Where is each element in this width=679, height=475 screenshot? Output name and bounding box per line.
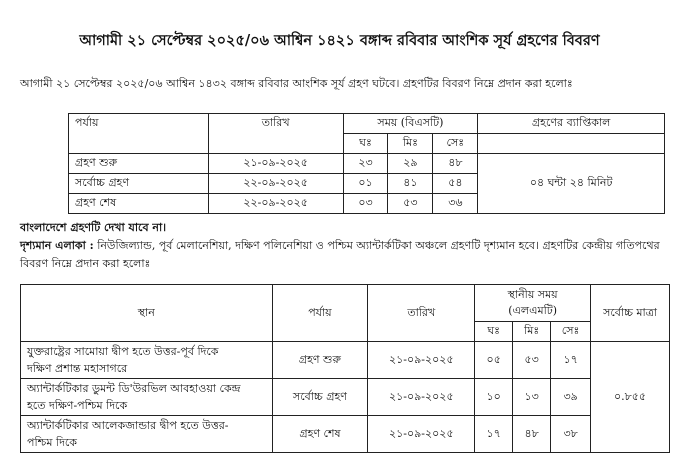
row-place-line1: অ্যান্টার্কটিকার ডুমন্ট ডি'উরভিল আবহাওয়া কেন্দ্র [27, 382, 241, 395]
table-row [69, 154, 665, 174]
header-date: তারিখ [368, 285, 475, 342]
row-second: ৩৯ [551, 379, 591, 416]
row-place-line2: দক্ষিণ প্রশান্ত মহাসাগরে [27, 362, 128, 375]
table-header-row [21, 285, 670, 322]
row-minute: ১৩ [513, 379, 551, 416]
row-minute: ৫৩ [513, 342, 551, 379]
row-place-line2: হতে দক্ষিণ-পশ্চিম দিকে [27, 399, 128, 412]
row-hour: ০৫ [475, 342, 513, 379]
header-duration: গ্রহণের ব্যাপ্তিকাল [478, 114, 665, 134]
intro-paragraph: আগামী ২১ সেপ্টেম্বর ২০২৫/০৬ আশ্বিন ১৪৩২ বঙ্গাব্দ রবিবার আংশিক সূর্য গ্রহণ ঘটবে। গ্রহণটির বিবরণ নিম্নে প্রদান করা হলোঃ [20, 77, 573, 90]
row-date: ২২-০৯-২০২৫ [208, 194, 343, 214]
row-place-line1: যুক্তরাষ্ট্রের সামোয়া দ্বীপ হতে উত্তর-পূর্ব দিকে [27, 345, 219, 358]
row-place-line2: পশ্চিম দিকে [27, 436, 77, 449]
header-local-time-line1: স্থানীয় সময় [507, 288, 558, 301]
header-duration-blank [478, 134, 665, 154]
row-second: ৩৬ [433, 194, 478, 214]
row-date: ২১-০৯-২০২৫ [368, 379, 475, 416]
row-hour: ২৩ [343, 154, 388, 174]
header-second: সেঃ [551, 322, 591, 342]
central-path-table [20, 284, 670, 453]
max-magnitude-value: ০.৮৫৫ [591, 342, 670, 453]
row-minute: ৪৮ [513, 416, 551, 453]
header-local-time [475, 285, 591, 322]
row-second: ৫৪ [433, 174, 478, 194]
row-second: ৩৮ [551, 416, 591, 453]
header-minute: মিঃ [513, 322, 551, 342]
row-minute: ৫৩ [388, 194, 433, 214]
row-date: ২১-০৯-২০২৫ [368, 416, 475, 453]
header-time: সময় (বিএসটি) [343, 114, 478, 134]
table-header-row [69, 114, 665, 134]
row-place [21, 416, 273, 453]
eclipse-time-table [68, 113, 665, 214]
row-date: ২২-০৯-২০২৫ [208, 174, 343, 194]
visible-area-paragraph [20, 237, 670, 273]
header-local-time-line2: (এলএমটি) [508, 304, 558, 317]
table-row [21, 379, 670, 416]
row-date: ২১-০৯-২০২৫ [368, 342, 475, 379]
table-row [21, 416, 670, 453]
row-phase: গ্রহণ শেষ [69, 194, 209, 214]
row-hour: ১৭ [475, 416, 513, 453]
header-phase: পর্যায় [272, 285, 368, 342]
header-hour: ঘঃ [475, 322, 513, 342]
duration-value: ০৪ ঘন্টা ২৪ মিনিট [478, 154, 665, 214]
row-hour: ১০ [475, 379, 513, 416]
header-phase: পর্যায় [69, 114, 209, 154]
row-place [21, 342, 273, 379]
visible-area-text: নিউজিল্যান্ড, পূর্ব মেলানেশিয়া, দক্ষিণ পলিনেশিয়া ও পশ্চিম অ্যান্টার্কটিকা অঞ্চলে গ্রহণটি দৃশ্যমান হবে। গ্রহণটির কেন্দ্রীয় গতিপথের বিবরণ নিম্নে প্রদান করা হলোঃ [20, 239, 660, 270]
row-second: ১৭ [551, 342, 591, 379]
bangladesh-visibility-note: বাংলাদেশে গ্রহণটি দেখা যাবে না। [20, 221, 167, 234]
row-second: ৪৮ [433, 154, 478, 174]
row-phase: গ্রহণ শুরু [272, 342, 368, 379]
row-phase: গ্রহণ শেষ [272, 416, 368, 453]
page-title: আগামী ২১ সেপ্টেম্বর ২০২৫/০৬ আশ্বিন ১৪২১ বঙ্গাব্দ রবিবার আংশিক সূর্য গ্রহণের বিবরণ [79, 32, 600, 49]
row-minute: ২৯ [388, 154, 433, 174]
header-place: স্থান [21, 285, 273, 342]
visible-area-label: দৃশ্যমান এলাকা : [20, 239, 94, 252]
header-minute: মিঃ [388, 134, 433, 154]
row-phase: গ্রহণ শুরু [69, 154, 209, 174]
header-date: তারিখ [208, 114, 343, 154]
row-phase: সর্বোচ্চ গ্রহণ [272, 379, 368, 416]
row-place-line1: অ্যান্টার্কটিকার আলেকজান্ডার দ্বীপ হতে উত্তর- [27, 419, 229, 432]
header-hour: ঘঃ [343, 134, 388, 154]
row-phase: সর্বোচ্চ গ্রহণ [69, 174, 209, 194]
row-minute: ৪১ [388, 174, 433, 194]
table-row [21, 342, 670, 379]
header-second: সেঃ [433, 134, 478, 154]
row-hour: ০১ [343, 174, 388, 194]
row-place [21, 379, 273, 416]
row-hour: ০৩ [343, 194, 388, 214]
row-date: ২১-০৯-২০২৫ [208, 154, 343, 174]
header-max-magnitude: সর্বোচ্চ মাত্রা [591, 285, 670, 342]
